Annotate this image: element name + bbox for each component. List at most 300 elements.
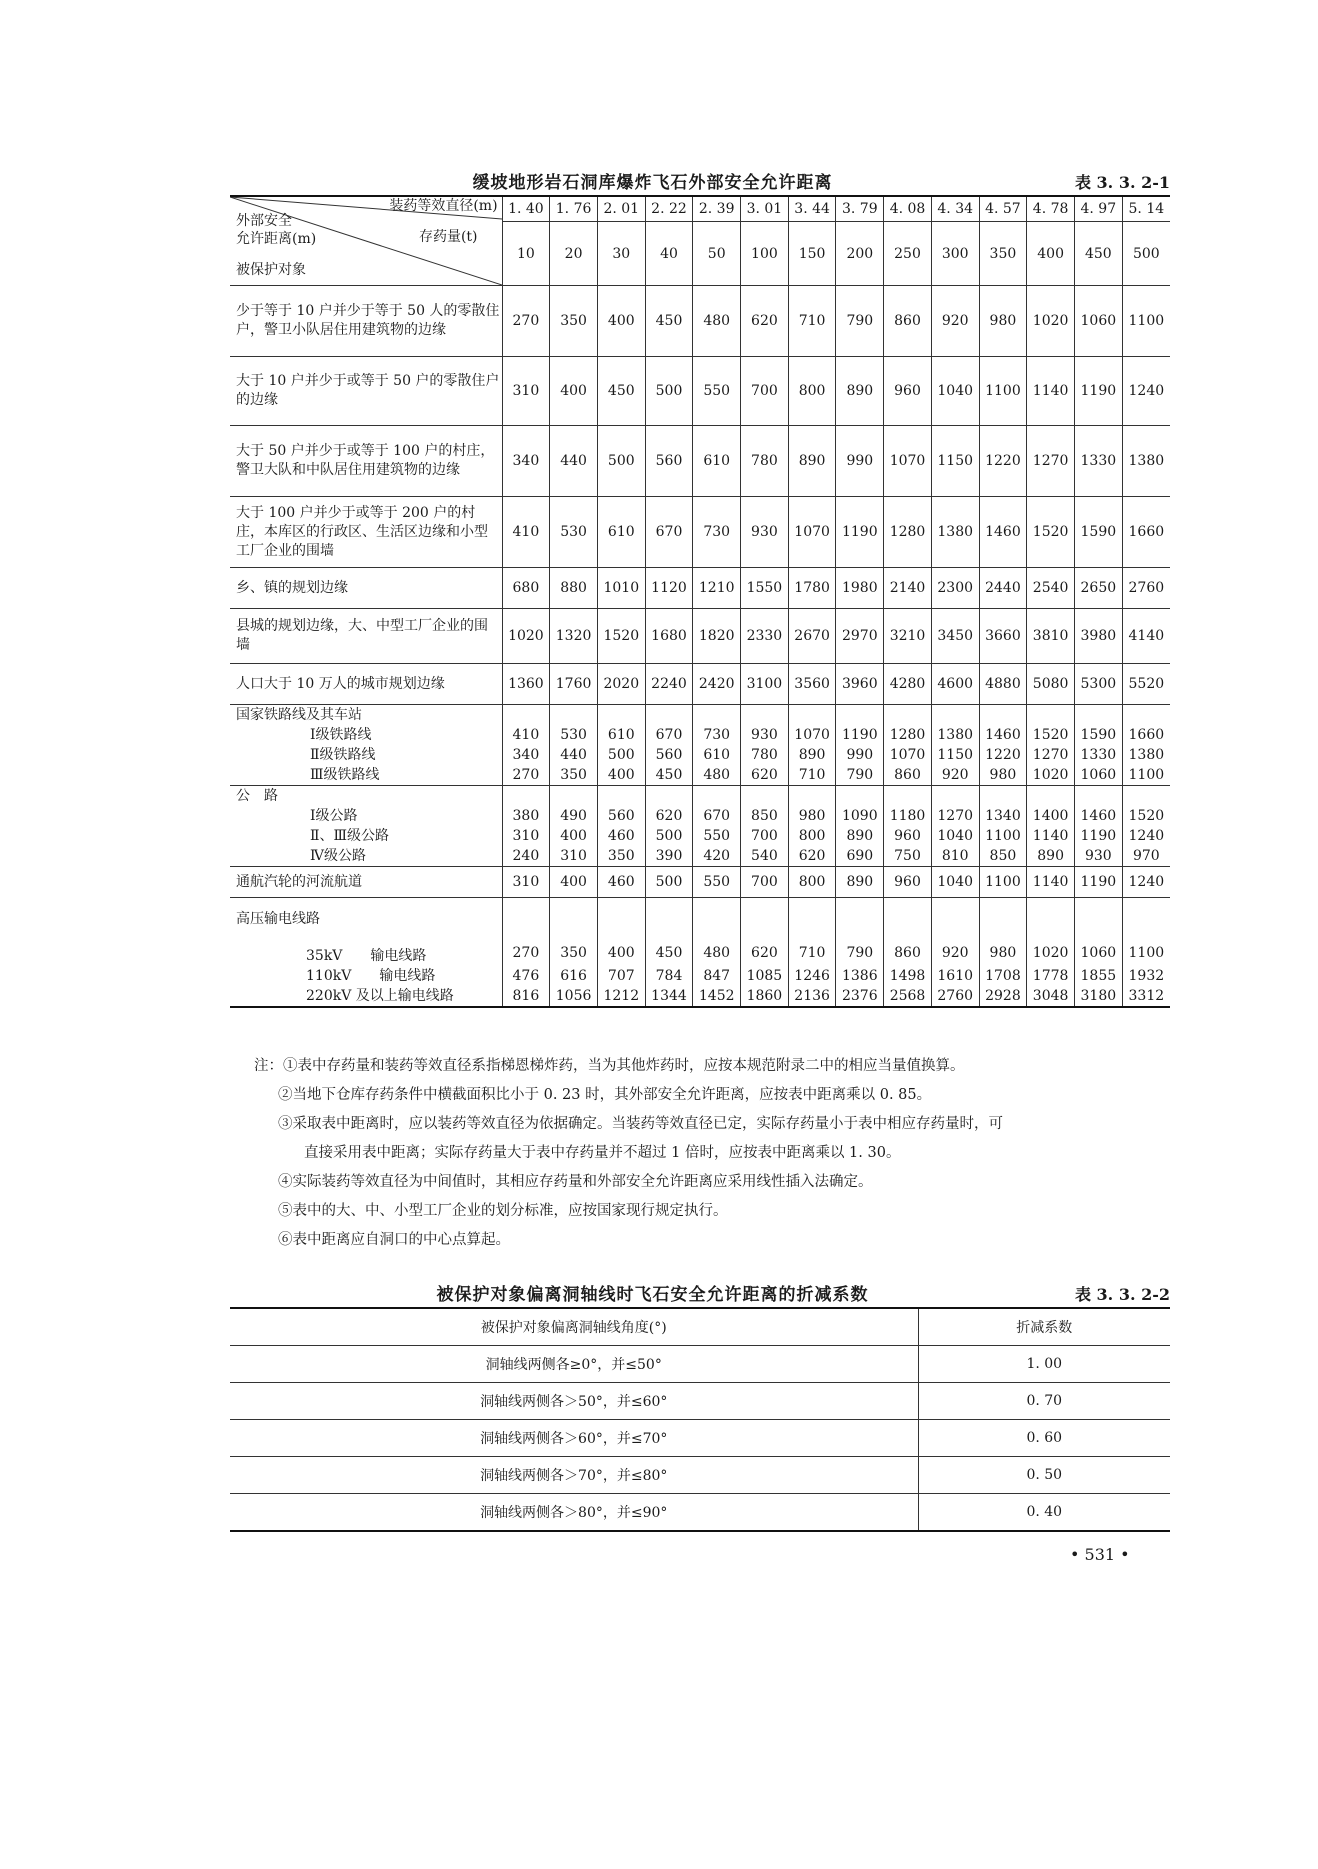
note-2: ②当地下仓库存药条件中横截面积比小于 0. 23 时，其外部安全允许距离，应按表中距离乘以 0. 85。 [278,1087,932,1103]
empty-cell [884,898,932,941]
value-cell: 780 [741,745,789,765]
value-cell: 2330 [741,609,789,664]
value-cell: 860 [884,940,932,966]
value-cell: 2376 [836,986,884,1007]
value-cell: 2136 [788,986,836,1007]
value-cell: 400 [550,867,598,898]
value-cell: 4280 [884,664,932,705]
value-cell: 240 [502,846,550,867]
diameter-cell: 3. 44 [788,196,836,222]
value-cell: 5300 [1074,664,1122,705]
row-label: 110kV 输电线路 [230,966,502,986]
value-cell: 530 [550,497,598,568]
value-cell: 990 [836,745,884,765]
value-cell: 4600 [931,664,979,705]
value-cell: 1778 [1027,966,1075,986]
diameter-cell: 3. 01 [741,196,789,222]
empty-cell [645,786,693,807]
value-cell: 980 [979,940,1027,966]
table1-notes [254,1052,1178,1255]
value-cell: 700 [741,826,789,846]
note-6: ⑥表中距离应自洞口的中心点算起。 [278,1232,510,1248]
value-cell: 3960 [836,664,884,705]
storage-cell: 150 [788,222,836,286]
value-cell: 1380 [931,725,979,745]
empty-cell [550,898,598,941]
storage-cell: 500 [1122,222,1170,286]
value-cell: 310 [502,357,550,426]
value-cell: 616 [550,966,598,986]
value-cell: 500 [597,426,645,497]
value-cell: 1452 [693,986,741,1007]
value-cell: 930 [741,725,789,745]
value-cell: 460 [597,826,645,846]
value-cell: 2540 [1027,568,1075,609]
note-3: ③采取表中距离时，应以装药等效直径为依据确定。当装药等效直径已定，实际存药量小于表中相应存药量时，可 [278,1116,1003,1132]
empty-cell [693,898,741,941]
value-cell: 270 [502,940,550,966]
value-cell: 1212 [597,986,645,1007]
highway-row [230,826,1170,846]
empty-cell [788,705,836,726]
row-label: 220kV 及以上输电线路 [230,986,502,1007]
row-label: 大于 50 户并少于或等于 100 户的村庄，警卫大队和中队居住用建筑物的边缘 [230,426,502,497]
value-cell: 930 [741,497,789,568]
railway-heading-row [230,705,1170,726]
value-cell: 3560 [788,664,836,705]
diameter-cell: 4. 08 [884,196,932,222]
value-cell: 490 [550,806,598,826]
value-cell: 500 [645,867,693,898]
value-cell: 730 [693,725,741,745]
value-cell: 1070 [788,725,836,745]
value-cell: 2240 [645,664,693,705]
storage-cell: 400 [1027,222,1075,286]
value-cell: 5520 [1122,664,1170,705]
value-cell: 2440 [979,568,1027,609]
value-cell: 1780 [788,568,836,609]
empty-cell [1027,786,1075,807]
corner-object-label: 被保护对象 [236,262,306,278]
storage-cell: 250 [884,222,932,286]
table1-number: 表 3. 3. 2-1 [1074,173,1170,192]
value-cell: 1980 [836,568,884,609]
diameter-cell: 2. 39 [693,196,741,222]
value-cell: 1120 [645,568,693,609]
value-cell: 4140 [1122,609,1170,664]
highway-row [230,846,1170,867]
value-cell: 1460 [1074,806,1122,826]
value-cell: 1520 [1027,497,1075,568]
value-cell: 880 [550,568,598,609]
value-cell: 860 [884,286,932,357]
value-cell: 850 [741,806,789,826]
value-cell: 1040 [931,867,979,898]
empty-cell [741,786,789,807]
value-cell: 450 [645,940,693,966]
value-cell: 350 [597,846,645,867]
value-cell: 1330 [1074,745,1122,765]
value-cell: 1020 [502,609,550,664]
value-cell: 1020 [1027,286,1075,357]
value-cell: 1060 [1074,940,1122,966]
table1-distance-table [230,195,1170,1008]
value-cell: 1070 [788,497,836,568]
table-row [230,357,1170,426]
value-cell: 670 [645,725,693,745]
value-cell: 1220 [979,745,1027,765]
value-cell: 960 [884,826,932,846]
storage-cell: 40 [645,222,693,286]
row-label: 少于等于 10 户并少于等于 50 人的零散住户，警卫小队居住用建筑物的边缘 [230,286,502,357]
value-cell: 400 [550,826,598,846]
empty-cell [1122,786,1170,807]
empty-cell [836,898,884,941]
value-cell: 550 [693,867,741,898]
table2-title-row [230,1280,1170,1305]
value-cell: 750 [884,846,932,867]
value-cell: 1932 [1128,968,1165,984]
coefficient-header: 折减系数 [918,1308,1170,1346]
value-cell: 1380 [1128,747,1165,763]
value-cell: 1320 [550,609,598,664]
empty-cell [1122,898,1170,941]
value-cell: 270 [502,765,550,786]
empty-cell [931,705,979,726]
value-cell: 3180 [1074,986,1122,1007]
value-cell: 610 [693,426,741,497]
note-1: 注：①表中存药量和装药等效直径系指梯恩梯炸药，当为其他炸药时，应按本规范附录二中的相应当量值换算。 [254,1058,965,1074]
value-cell: 1520 [1128,808,1165,824]
coefficient-cell: 0. 60 [918,1420,1170,1457]
highway-heading: 公 路 [230,786,502,807]
value-cell: 620 [788,846,836,867]
value-cell: 1240 [1128,828,1165,844]
value-cell: 1060 [1074,286,1122,357]
value-cell: 3450 [931,609,979,664]
value-cell: 400 [597,286,645,357]
value-cell: 2760 [1122,568,1170,609]
value-cell: 1610 [931,966,979,986]
value-cell: 1330 [1074,426,1122,497]
value-cell: 1860 [741,986,789,1007]
coefficient-cell: 1. 00 [918,1346,1170,1383]
value-cell: 620 [741,940,789,966]
value-cell: 1070 [884,426,932,497]
value-cell: 890 [836,826,884,846]
value-cell: 784 [645,966,693,986]
row-label: 35kV 输电线路 [230,940,502,966]
value-cell: 1380 [931,497,979,568]
value-cell: 1056 [550,986,598,1007]
storage-cell: 30 [597,222,645,286]
row-label: 大于 100 户并少于或等于 200 户的村庄，本库区的行政区、生活区边缘和小型工厂企业的围墙 [230,497,502,568]
empty-cell [597,705,645,726]
value-cell: 2300 [931,568,979,609]
empty-cell [931,786,979,807]
row-label: Ⅳ级公路 [230,846,502,867]
empty-cell [502,786,550,807]
power-heading-row [230,898,1170,941]
value-cell: 550 [693,826,741,846]
value-cell: 890 [836,867,884,898]
value-cell: 1220 [979,426,1027,497]
value-cell: 310 [502,826,550,846]
diameter-cell: 1. 76 [550,196,598,222]
value-cell: 890 [836,357,884,426]
railway-row [230,725,1170,745]
value-cell: 400 [550,357,598,426]
value-cell: 440 [550,745,598,765]
angle-cell: 洞轴线两侧各＞80°，并≤90° [230,1494,918,1532]
value-cell: 960 [884,357,932,426]
value-cell: 1090 [836,806,884,826]
table-row [230,609,1170,664]
table2-row [230,1420,1170,1457]
railway-row [230,745,1170,765]
empty-cell [502,898,550,941]
value-cell: 790 [836,286,884,357]
table2-title: 被保护对象偏离洞轴线时飞石安全允许距离的折减系数 [436,1285,869,1305]
value-cell: 1190 [1074,826,1122,846]
value-cell: 1210 [693,568,741,609]
value-cell: 1150 [931,426,979,497]
empty-cell [1074,898,1122,941]
diameter-cell: 3. 79 [836,196,884,222]
empty-cell [597,786,645,807]
note-5: ⑤表中的大、中、小型工厂企业的划分标准，应按国家现行规定执行。 [278,1203,728,1219]
value-cell: 920 [931,286,979,357]
value-cell: 1060 [1074,765,1122,786]
value-cell: 847 [693,966,741,986]
value-cell: 1680 [645,609,693,664]
value-cell: 860 [884,765,932,786]
value-cell: 1270 [1027,745,1075,765]
value-cell: 400 [597,765,645,786]
value-cell: 1100 [1122,765,1170,786]
value-cell: 850 [979,846,1027,867]
value-cell: 460 [597,867,645,898]
empty-cell [1122,705,1170,726]
angle-cell: 洞轴线两侧各＞50°，并≤60° [230,1383,918,1420]
value-cell: 3810 [1027,609,1075,664]
value-cell: 2970 [836,609,884,664]
row-label: Ⅱ、Ⅲ级公路 [230,826,502,846]
empty-cell [550,786,598,807]
value-cell: 1246 [788,966,836,986]
value-cell: 1820 [693,609,741,664]
storage-cell: 300 [931,222,979,286]
value-cell: 680 [502,568,550,609]
value-cell: 1498 [884,966,932,986]
empty-cell [979,786,1027,807]
value-cell: 960 [884,867,932,898]
value-cell: 1040 [931,357,979,426]
storage-cell: 50 [693,222,741,286]
empty-cell [597,898,645,941]
value-cell: 1190 [836,725,884,745]
value-cell: 800 [788,826,836,846]
value-cell: 480 [693,765,741,786]
power-row [230,940,1170,966]
value-cell: 1150 [931,745,979,765]
empty-cell [931,898,979,941]
value-cell: 890 [788,745,836,765]
value-cell: 1280 [884,725,932,745]
value-cell: 4880 [979,664,1027,705]
table-row [230,426,1170,497]
value-cell: 930 [1074,846,1122,867]
empty-cell [979,705,1027,726]
value-cell: 480 [693,940,741,966]
value-cell: 1010 [597,568,645,609]
waterway-row [230,867,1170,898]
value-cell: 1460 [979,725,1027,745]
value-cell: 1100 [1128,945,1165,961]
empty-cell [693,786,741,807]
value-cell: 550 [693,357,741,426]
value-cell: 1100 [1122,286,1170,357]
diameter-cell: 4. 57 [979,196,1027,222]
railway-row [230,765,1170,786]
value-cell: 1520 [1027,725,1075,745]
value-cell: 1040 [931,826,979,846]
value-cell: 1140 [1027,867,1075,898]
note-3-cont: 直接采用表中距离；实际存药量大于表中存药量并不超过 1 倍时，应按表中距离乘以 1. 30。 [304,1145,901,1161]
empty-cell [836,705,884,726]
value-cell: 620 [645,806,693,826]
empty-cell [1074,786,1122,807]
value-cell: 440 [550,426,598,497]
value-cell: 790 [836,765,884,786]
table2-row [230,1383,1170,1420]
table2-row [230,1457,1170,1494]
value-cell: 2568 [884,986,932,1007]
value-cell: 670 [645,497,693,568]
value-cell: 1240 [1122,867,1170,898]
coefficient-cell: 0. 50 [918,1457,1170,1494]
highway-heading-row [230,786,1170,807]
storage-cell: 100 [741,222,789,286]
value-cell: 1460 [979,497,1027,568]
empty-cell [788,786,836,807]
value-cell: 1020 [1027,765,1075,786]
table2-row [230,1346,1170,1383]
value-cell: 560 [645,745,693,765]
storage-cell: 10 [502,222,550,286]
empty-cell [645,898,693,941]
value-cell: 420 [693,846,741,867]
corner-storage-label: 存药量(t) [418,229,478,245]
corner-distance-label-2: 允许距离(m) [236,231,317,247]
railway-heading: 国家铁路线及其车站 [230,705,502,726]
value-cell: 1400 [1027,806,1075,826]
value-cell: 3980 [1074,609,1122,664]
coefficient-cell: 0. 40 [918,1494,1170,1532]
value-cell: 480 [693,286,741,357]
row-label: Ⅱ级铁路线 [230,745,502,765]
row-label: 乡、镇的规划边缘 [230,568,502,609]
value-cell: 560 [645,426,693,497]
empty-cell [1027,898,1075,941]
value-cell: 1140 [1027,357,1075,426]
table-row [230,286,1170,357]
diameter-cell: 4. 97 [1074,196,1122,222]
value-cell: 710 [788,765,836,786]
value-cell: 400 [597,940,645,966]
row-label: 县城的规划边缘，大、中型工厂企业的围墙 [230,609,502,664]
value-cell: 1760 [550,664,598,705]
table-row [230,497,1170,568]
value-cell: 920 [931,765,979,786]
value-cell: 500 [645,357,693,426]
table1-title-row [230,168,1170,193]
value-cell: 1708 [979,966,1027,986]
empty-cell [502,705,550,726]
value-cell: 1660 [1122,497,1170,568]
value-cell: 3100 [741,664,789,705]
value-cell: 1190 [1074,867,1122,898]
value-cell: 990 [836,426,884,497]
value-cell: 1386 [836,966,884,986]
value-cell: 2650 [1074,568,1122,609]
value-cell: 560 [597,806,645,826]
angle-header: 被保护对象偏离洞轴线角度(°) [230,1308,918,1346]
empty-cell [1074,705,1122,726]
angle-cell: 洞轴线两侧各＞70°，并≤80° [230,1457,918,1494]
corner-distance-label-1: 外部安全 [236,213,292,229]
value-cell: 710 [788,940,836,966]
value-cell: 540 [741,846,789,867]
empty-cell [979,898,1027,941]
value-cell: 610 [597,497,645,568]
empty-cell [693,705,741,726]
table2-number: 表 3. 3. 2-2 [1074,1285,1170,1304]
value-cell: 410 [502,497,550,568]
value-cell: 890 [788,426,836,497]
empty-cell [884,786,932,807]
row-label: 大于 10 户并少于或等于 50 户的零散住户的边缘 [230,357,502,426]
value-cell: 1590 [1074,497,1122,568]
diameter-cell: 4. 34 [931,196,979,222]
value-cell: 270 [502,286,550,357]
storage-cell: 450 [1074,222,1122,286]
value-cell: 3048 [1027,986,1075,1007]
value-cell: 340 [502,745,550,765]
table1-title: 缓坡地形岩石洞库爆炸飞石外部安全允许距离 [472,173,833,193]
value-cell: 390 [645,846,693,867]
row-label: 人口大于 10 万人的城市规划边缘 [230,664,502,705]
value-cell: 1085 [741,966,789,986]
value-cell: 620 [741,765,789,786]
storage-cell: 350 [979,222,1027,286]
value-cell: 1340 [979,806,1027,826]
value-cell: 350 [550,286,598,357]
value-cell: 620 [741,286,789,357]
empty-cell [836,786,884,807]
empty-cell [741,705,789,726]
value-cell: 1020 [1027,940,1075,966]
value-cell: 670 [693,806,741,826]
angle-cell: 洞轴线两侧各≥0°，并≤50° [230,1346,918,1383]
storage-cell: 200 [836,222,884,286]
empty-cell [741,898,789,941]
table-row [230,568,1170,609]
value-cell: 610 [693,745,741,765]
storage-cell: 20 [550,222,598,286]
value-cell: 3312 [1122,986,1170,1007]
value-cell: 710 [788,286,836,357]
